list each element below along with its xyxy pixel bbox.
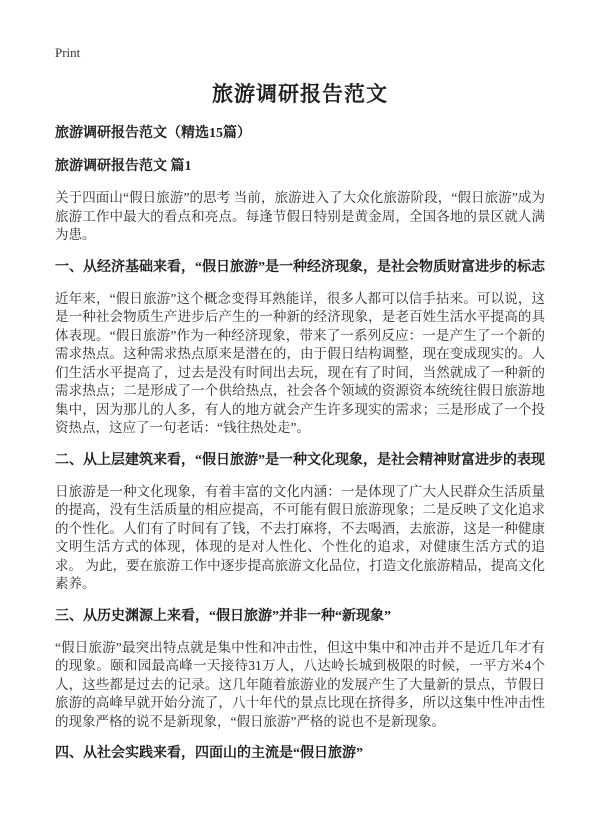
paragraph-section-1: 近年来，“假日旅游”这个概念变得耳熟能详，很多人都可以信手拈来。可以说，这是一种社会物质生产进步后产生的一种新的经济现象，是老百姓生活水平提高的具体表现。“假日旅游”作为一种经济现象，带来了一系列反应：一是产生了一个新的需求热点。这种需求热点原来是潜在的，由于假日结构调整，现在变成现实的。人们生活水平提高了，过去是没有时间出去玩，现在有了时间，当然就成了一种新的需求热点；二是形成了一个供给热点，社会各个领域的资源资本统统往假日旅游地集中，因为那儿的人多，有人的地方就会产生许多现实的需求；三是形成了一个投资热点，这应了一句老话：“钱往热处走”。 <box>55 290 545 435</box>
paragraph-intro: 关于四面山“假日旅游”的思考 当前，旅游进入了大众化旅游阶段，“假日旅游”成为旅游工作中最大的看点和亮点。每逢节假日特别是黄金周，全国各地的景区就人满为患。 <box>55 190 545 242</box>
doc-subtitle: 旅游调研报告范文（精选15篇） <box>55 126 251 141</box>
page-title: 旅游调研报告范文 <box>212 82 388 106</box>
section-heading-4: 四、从社会实践来看，四面山的主流是“假日旅游” <box>55 746 363 761</box>
section-heading-1: 一、从经济基础来看，“假日旅游”是一种经济现象，是社会物质财富进步的标志 <box>55 259 545 275</box>
paragraph-section-2: 日旅游是一种文化现象，有着丰富的文化内涵：一是体现了广大人民群众生活质量的提高，没有生活质量的相应提高，不可能有假日旅游现象；二是反映了文化追求的个性化。人们有了时间有了钱，不去打麻将，不去喝酒，去旅游，这是一种健康文明生活方式的体现，体现的是对人性化、个性化的追求，对健康生活方式的追求。 为此，要在旅游工作中逐步提高旅游文化品位，打造文化旅游精品，提高文化素养。 <box>55 483 545 591</box>
section-heading-part1: 旅游调研报告范文 篇1 <box>55 159 192 174</box>
section-heading-3: 三、从历史渊源上来看，“假日旅游”并非一种“新现象” <box>55 608 391 624</box>
section-heading-2: 二、从上层建筑来看，“假日旅游”是一种文化现象，是社会精神财富进步的表现 <box>55 452 545 468</box>
print-link[interactable]: Print <box>55 45 81 60</box>
paragraph-section-3: “假日旅游”最突出特点就是集中性和冲击性，但这中集中和冲击并不是近几年才有的现象。颐和园最高峰一天接待31万人，八达岭长城到极限的时候，一平方米4个人，这些都是过去的记录。这几年随着旅游业的发展产生了大量新的景点，节假日旅游的高峰早就开始分流了，八十年代的景点比现在挤得多，所以这集中性冲击性的现象严格的说不是新现象，“假日旅游”严格的说也不是新现象。 <box>55 639 545 729</box>
